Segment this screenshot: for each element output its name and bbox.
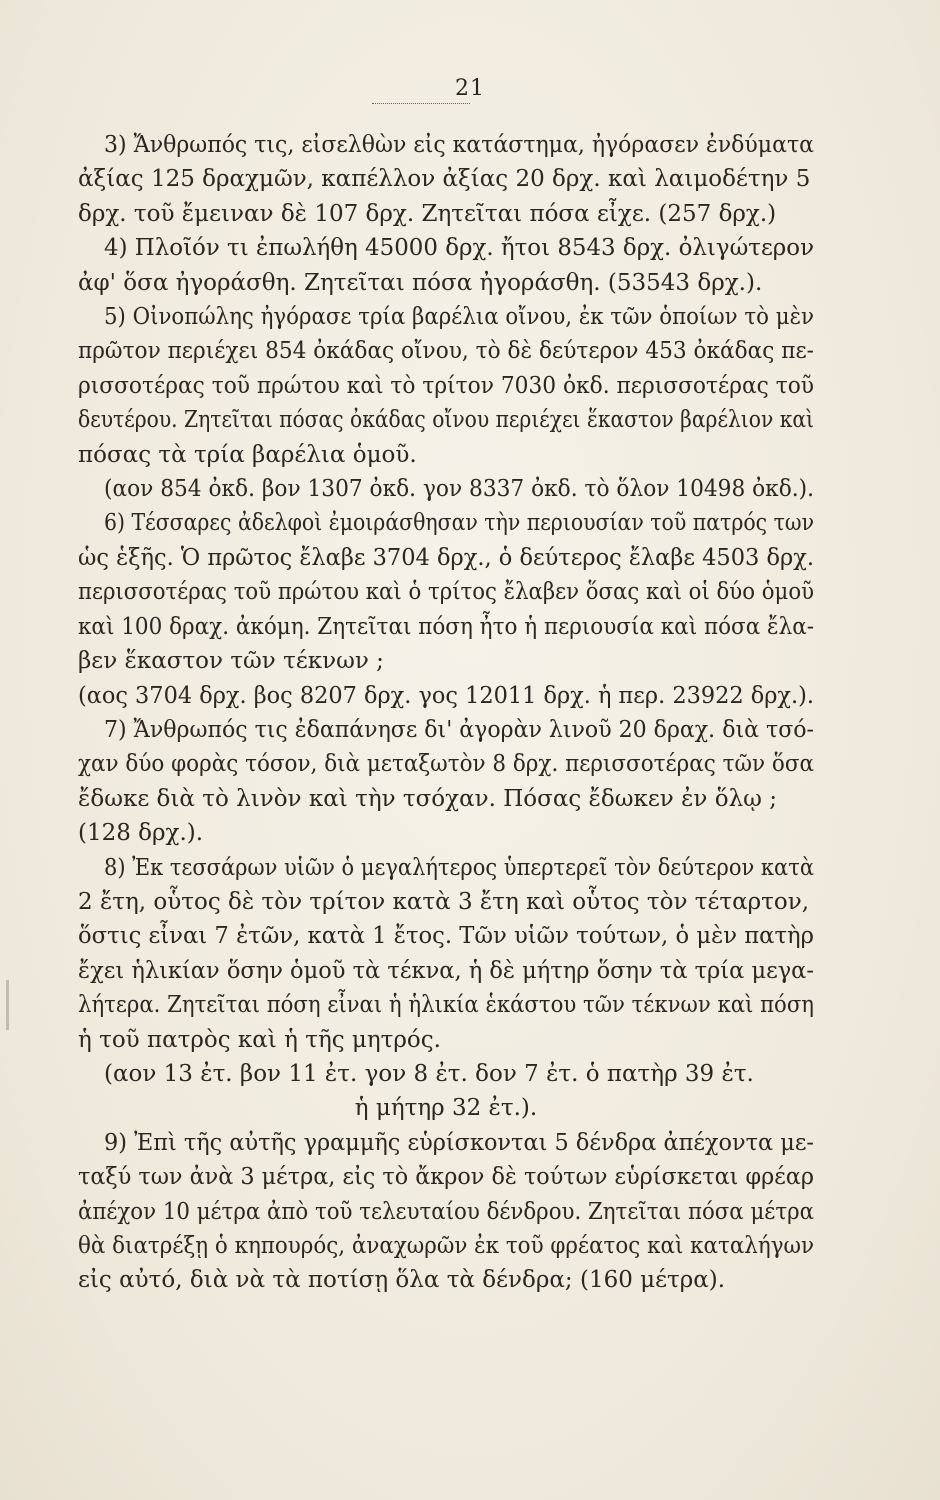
- text-line: ταξύ των ἀνὰ 3 μέτρα, εἰς τὸ ἄκρον δὲ τούτων εὑρίσκεται φρέαρ: [78, 1164, 814, 1191]
- text-line: καὶ 100 δραχ. ἀκόμη. Ζητεῖται πόση ἦτο ἡ περιουσία καὶ πόσα ἔλα-: [78, 613, 814, 640]
- text-line: 2 ἔτη, οὗτος δὲ τὸν τρίτον κατὰ 3 ἔτη καὶ οὗτος τὸν τέταρτον,: [78, 888, 810, 915]
- text-line: 7) Ἄνθρωπός τις ἐδαπάνησε δι' ἀγορὰν λινοῦ 20 δραχ. διὰ τσό-: [104, 716, 814, 743]
- page-number: 21: [455, 76, 485, 101]
- problem-9: [78, 1126, 814, 1298]
- text-line: ὅστις εἶναι 7 ἐτῶν, κατὰ 1 ἔτος. Τῶν υἱῶν τούτων, ὁ μὲν πατὴρ: [78, 923, 814, 950]
- text-line: πόσας τὰ τρία βαρέλια ὁμοῦ.: [78, 441, 417, 468]
- problem-5: [78, 300, 814, 506]
- text-line: χαν δύο φορὰς τόσον, διὰ μεταξωτὸν 8 δρχ. περισσοτέρας τῶν ὅσα: [78, 751, 814, 778]
- text-line: ἀξίας 125 δραχμῶν, καπέλλον ἀξίας 20 δρχ. καὶ λαιμοδέτην 5: [78, 166, 811, 193]
- text-line: ἔδωκε διὰ τὸ λινὸν καὶ τὴν τσόχαν. Πόσας ἔδωκεν ἐν ὅλῳ ;: [78, 785, 777, 812]
- text-line: ἀπέχον 10 μέτρα ἀπὸ τοῦ τελευταίου δένδρου. Ζητεῖται πόσα μέτρα: [78, 1198, 814, 1225]
- text-line: ἡ τοῦ πατρὸς καὶ ἡ τῆς μητρός.: [78, 1026, 441, 1053]
- answer-line: (αος 3704 δρχ. βος 8207 δρχ. γος 12011 δρχ. ἡ περ. 23922 δρχ.).: [78, 682, 814, 709]
- problem-3: [78, 128, 814, 231]
- page-number-rule: [372, 103, 470, 104]
- answer-line: (128 δρχ.).: [78, 820, 204, 847]
- text-line: δευτέρου. Ζητεῖται πόσας ὀκάδας οἴνου περιέχει ἕκαστον βαρέλιον καὶ: [78, 407, 814, 434]
- text-line: εἰς αὐτό, διὰ νὰ τὰ ποτίσῃ ὅλα τὰ δένδρα; (160 μέτρα).: [78, 1267, 726, 1294]
- text-line: 5) Οἰνοπώλης ἠγόρασε τρία βαρέλια οἴνου, ἐκ τῶν ὁποίων τὸ μὲν: [104, 304, 814, 331]
- answer-line: (αον 13 ἐτ. βον 11 ἐτ. γον 8 ἐτ. δον 7 ἐτ. ὁ πατὴρ 39 ἐτ.: [104, 1060, 754, 1087]
- answer-line: ἡ μήτηρ 32 ἐτ.).: [354, 1095, 538, 1122]
- text-line: βεν ἕκαστον τῶν τέκνων ;: [78, 648, 384, 675]
- problem-6: [78, 506, 814, 712]
- text-line: ρισσοτέρας τοῦ πρώτου καὶ τὸ τρίτον 7030 ὀκδ. περισσοτέρας τοῦ: [78, 372, 814, 399]
- text-line: ἀφ' ὅσα ἠγοράσθη. Ζητεῖται πόσα ἠγοράσθη. (53543 δρχ.).: [78, 269, 763, 296]
- text-line: λήτερα. Ζητεῖται πόση εἶναι ἡ ἡλικία ἑκάστου τῶν τέκνων καὶ πόση: [78, 992, 814, 1019]
- problem-4: [78, 231, 814, 300]
- text-line: ὡς ἑξῆς. Ὁ πρῶτος ἔλαβε 3704 δρχ., ὁ δεύτερος ἔλαβε 4503 δρχ.: [78, 544, 814, 571]
- text-line: 6) Τέσσαρες ἀδελφοὶ ἐμοιράσθησαν τὴν περιουσίαν τοῦ πατρός των: [104, 510, 814, 537]
- text-line: 9) Ἐπὶ τῆς αὐτῆς γραμμῆς εὑρίσκονται 5 δένδρα ἀπέχοντα με-: [104, 1129, 814, 1156]
- text-line: θὰ διατρέξῃ ὁ κηπουρός, ἀναχωρῶν ἐκ τοῦ φρέατος καὶ καταλήγων: [78, 1233, 814, 1259]
- text-line: δρχ. τοῦ ἔμειναν δὲ 107 δρχ. Ζητεῖται πόσα εἶχε. (257 δρχ.): [78, 200, 777, 227]
- text-line: 8) Ἐκ τεσσάρων υἱῶν ὁ μεγαλήτερος ὑπερτερεῖ τὸν δεύτερον κατὰ: [104, 854, 814, 881]
- text-line: 4) Πλοῖόν τι ἐπωλήθη 45000 δρχ. ἤτοι 8543 δρχ. ὀλιγώτερον: [104, 235, 814, 262]
- problem-text-block: [78, 128, 814, 1298]
- text-line: 3) Ἄνθρωπός τις, εἰσελθὼν εἰς κατάστημα, ἠγόρασεν ἐνδύματα: [104, 132, 814, 158]
- margin-mark: [6, 980, 9, 1030]
- text-line: ἔχει ἡλικίαν ὅσην ὁμοῦ τὰ τέκνα, ἡ δὲ μήτηρ ὅσην τὰ τρία μεγα-: [78, 957, 814, 984]
- problem-7: [78, 713, 814, 851]
- answer-line: (αον 854 ὀκδ. βον 1307 ὀκδ. γον 8337 ὀκδ. τὸ ὅλον 10498 ὀκδ.).: [104, 476, 814, 503]
- text-line: πρῶτον περιέχει 854 ὀκάδας οἴνου, τὸ δὲ δεύτερον 453 ὀκάδας πε-: [78, 338, 814, 365]
- problem-8: [78, 851, 814, 1126]
- text-line: περισσοτέρας τοῦ πρώτου καὶ ὁ τρίτος ἔλαβεν ὅσας καὶ οἱ δύο ὁμοῦ: [78, 579, 814, 606]
